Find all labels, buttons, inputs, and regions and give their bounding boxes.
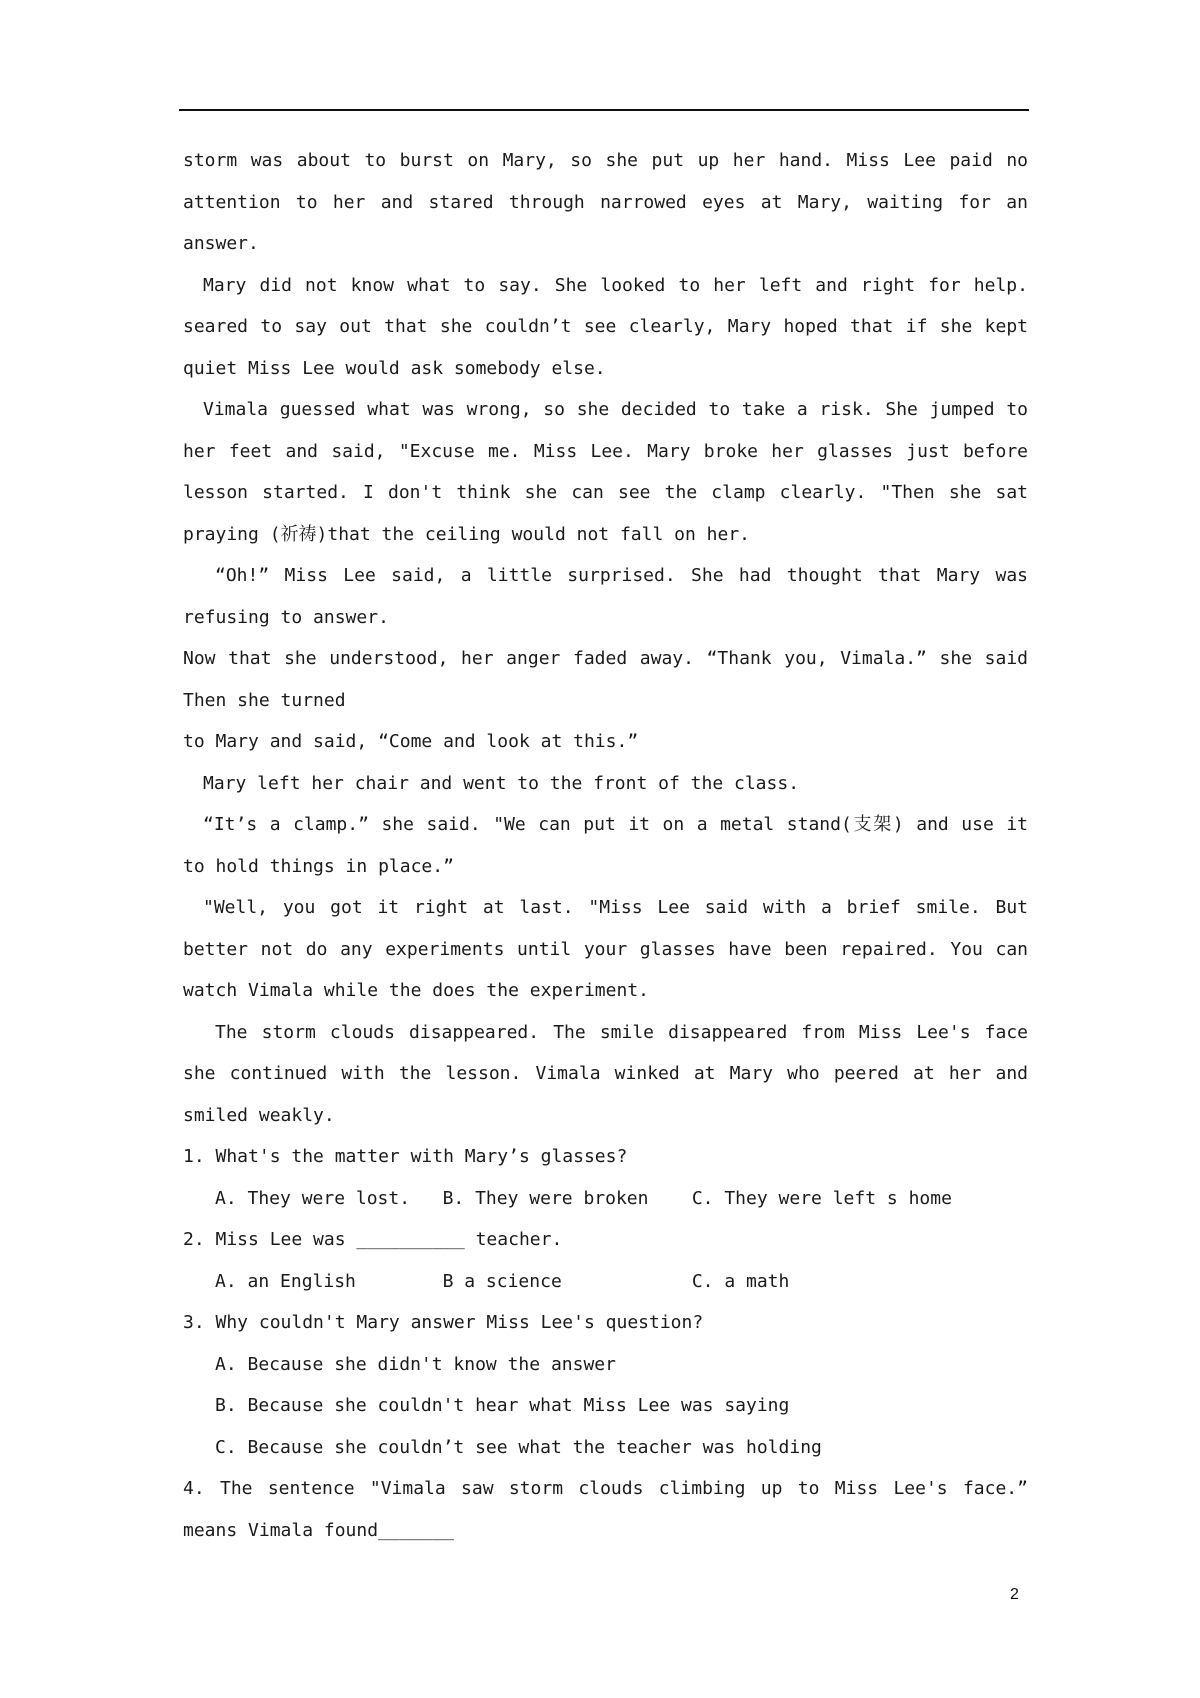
text-line: answer. [183,233,259,254]
question-1: 1. What's the matter with Mary’s glasses? [183,1146,628,1167]
text-line: Vimala guessed what was wrong, so she decided to take a risk. She jumped to [203,399,1028,420]
text-line: watch Vimala while the does the experiment. [183,980,649,1001]
question-3-option-a: A. Because she didn't know the answer [215,1353,616,1375]
text-line: “It’s a clamp.” she said. "We can put it on a metal stand(支架) and use it [203,814,1028,835]
question-3-option-c: C. Because she couldn’t see what the teacher was holding [215,1436,822,1458]
text-line: Now that she understood, her anger faded away. “Thank you, Vimala.” she said [183,648,1028,669]
question-4-continued: means Vimala found_______ [183,1519,454,1541]
text-line: praying (祈祷)that the ceiling would not fall on her. [183,523,751,545]
text-line: storm was about to burst on Mary, so she put up her hand. Miss Lee paid no [183,150,1028,171]
text-line: to Mary and said, “Come and look at this.” [183,731,639,752]
text-line: to hold things in place.” [183,855,454,877]
text-line: better not do any experiments until your glasses have been repaired. You can [183,938,1028,960]
text-line: she continued with the lesson. Vimala winked at Mary who peered at her and [183,1063,1028,1084]
question-3: 3. Why couldn't Mary answer Miss Lee's question? [183,1312,704,1333]
header-rule [179,109,1029,111]
question-4: 4. The sentence "Vimala saw storm clouds climbing up to Miss Lee's face.” [183,1478,1028,1499]
question-1-options: A. They were lost. B. They were broken C. They were left s home [215,1187,952,1209]
question-3-option-b: B. Because she couldn't hear what Miss Lee was saying [215,1395,790,1416]
page-number: 2 [1010,1586,1019,1603]
text-line: smiled weakly. [183,1104,335,1126]
question-2: 2. Miss Lee was __________ teacher. [183,1229,563,1250]
document-body [183,140,1028,1551]
text-line: Then she turned [183,689,346,711]
text-line: seared to say out that she couldn’t see clearly, Mary hoped that if she kept [183,316,1028,337]
text-line: refusing to answer. [183,606,389,628]
text-line: “Oh!” Miss Lee said, a little surprised. She had thought that Mary was [215,565,1028,586]
question-2-options: A. an English B a science C. a math [215,1270,790,1292]
text-line: quiet Miss Lee would ask somebody else. [183,357,606,379]
text-line: "Well, you got it right at last. "Miss Lee said with a brief smile. But [203,897,1028,918]
text-line: Mary did not know what to say. She looked to her left and right for help. [203,274,1028,296]
text-line: her feet and said, "Excuse me. Miss Lee. Mary broke her glasses just before [183,440,1028,462]
text-line: The storm clouds disappeared. The smile disappeared from Miss Lee's face [215,1021,1028,1043]
text-line: attention to her and stared through narrowed eyes at Mary, waiting for an [183,191,1028,213]
text-line: lesson started. I don't think she can see the clamp clearly. "Then she sat [183,482,1028,503]
text-line: Mary left her chair and went to the front of the class. [203,772,800,794]
